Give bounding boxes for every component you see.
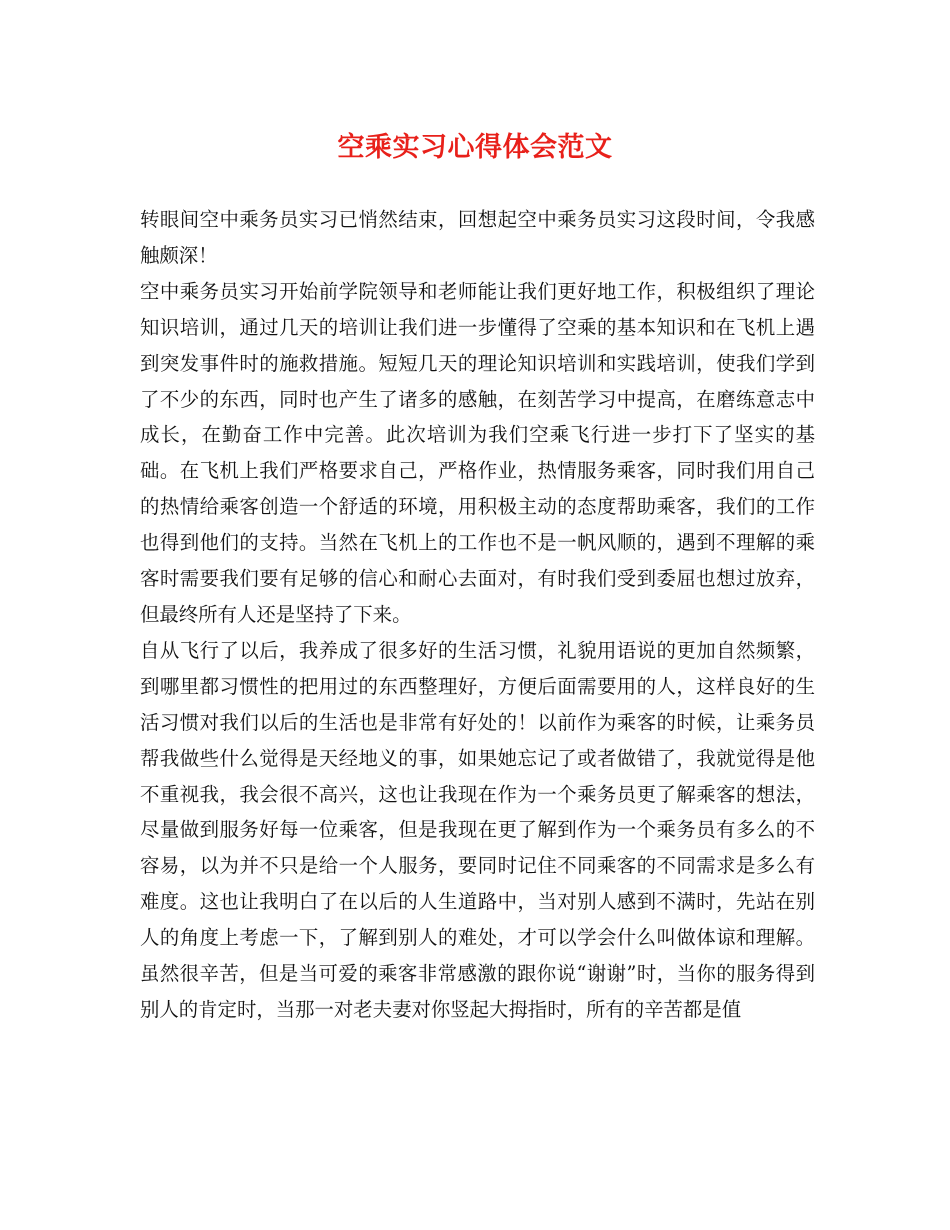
- document-body: [140, 202, 815, 1028]
- paragraph-3: 自从飞行了以后，我养成了很多好的生活习惯，礼貌用语说的更加自然频繁，到哪里都习惯性的把用过的东西整理好，方便后面需要用的人，这样良好的生活习惯对我们以后的生活也是非常有好处的！以前作为乘客的时候，让乘务员帮我做些什么觉得是天经地义的事，如果她忘记了或者做错了，我就觉得是他不重视我，我会很不高兴，这也让我现在作为一个乘务员更了解乘客的想法，尽量做到服务好每一位乘客，但是我现在更了解到作为一个乘务员有多么的不容易，以为并不只是给一个人服务，要同时记住不同乘客的不同需求是多么有难度。这也让我明白了在以后的人生道路中，当对别人感到不满时，先站在别人的角度上考虑一下，了解到别人的难处，才可以学会什么叫做体谅和理解。虽然很辛苦，但是当可爱的乘客非常感激的跟你说“谢谢”时，当你的服务得到别人的肯定时，当那一对老夫妻对你竖起大拇指时，所有的辛苦都是值: [140, 638, 815, 1021]
- paragraph-1: 转眼间空中乘务员实习已悄然结束，回想起空中乘务员实习这段时间，令我感触颇深！: [140, 208, 815, 267]
- document-title: 空乘实习心得体会范文: [337, 132, 613, 163]
- paragraph-2: 空中乘务员实习开始前学院领导和老师能让我们更好地工作，积极组织了理论知识培训，通过几天的培训让我们进一步懂得了空乘的基本知识和在飞机上遇到突发事件时的施救措施。短短几天的理论知识培训和实践培训，使我们学到了不少的东西，同时也产生了诸多的感触，在刻苦学习中提高，在磨练意志中成长，在勤奋工作中完善。此次培训为我们空乘飞行进一步打下了坚实的基础。在飞机上我们严格要求自己，严格作业，热情服务乘客，同时我们用自己的热情给乘客创造一个舒适的环境，用积极主动的态度帮助乘客，我们的工作也得到他们的支持。当然在飞机上的工作也不是一帆风顺的，遇到不理解的乘客时需要我们要有足够的信心和耐心去面对，有时我们受到委屈也想过放弃，但最终所有人还是坚持了下来。: [140, 279, 815, 626]
